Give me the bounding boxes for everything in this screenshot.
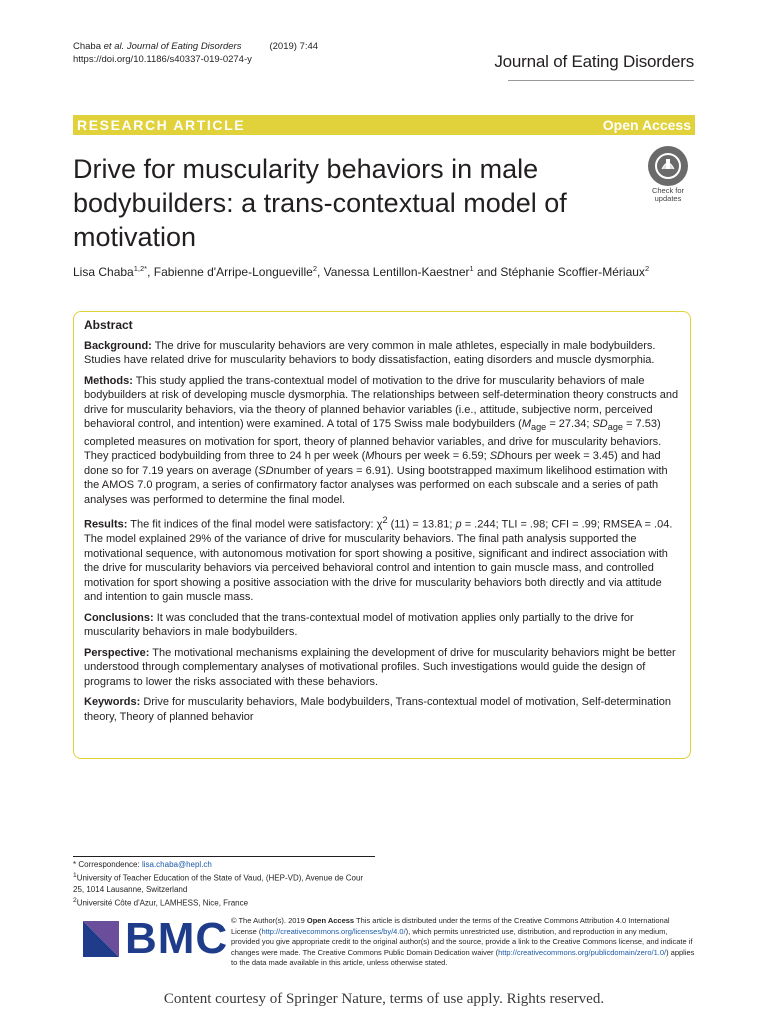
methods-text: hours per week = 3.45) and had done so for 7.19 years on average ( bbox=[84, 450, 661, 477]
author-name[interactable]: Fabienne d'Arripe-Longueville bbox=[153, 265, 313, 279]
correspondence bbox=[73, 859, 373, 870]
methods-text: This study applied the trans-contextual model of motivation to the drive for muscularity behaviors of male bodybuilders at risk of developing muscle dysmorphia. The relationships between self-determination theory constructs and drive for muscularity behaviors, via the theory of planned behavior variables (i.e., attitude, subjective norm, perceived behavioral control, and intention) were examined. A total of 175 Swiss male bodybuilders ( bbox=[84, 374, 679, 430]
conclusions-label: Conclusions: bbox=[84, 611, 154, 624]
results-text: = .244; TLI = .98; CFI = .99; RMSEA = .04. The model explained 29% of the variance of drive for muscularity behaviors. The final path analysis supported the motivational sequence, with autonomous motivation for sport showing a positive, significant and indirect association with the drive for muscularity behaviors via perceived behavioral control and intention to gain muscle mass, and controlled motivation for sport showing a positive association with the drive for muscularity behaviors both directly and via attitude and intention to gain muscle mass. bbox=[84, 518, 673, 604]
license-text: © The Author(s). 2019 bbox=[231, 916, 307, 925]
correspondence-email-link[interactable]: lisa.chaba@hepl.ch bbox=[141, 860, 212, 869]
abstract-conclusions bbox=[84, 611, 680, 640]
methods-symbol: M bbox=[365, 450, 375, 463]
abstract-heading: Abstract bbox=[84, 318, 133, 332]
affiliation-text: University of Teacher Education of the State of Vaud, (HEP-VD), Avenue de Cour 25, 1014 Lausanne, Switzerland bbox=[73, 873, 364, 894]
citation-author: Chaba bbox=[73, 41, 104, 52]
results-text: The fit indices of the final model were satisfactory: χ bbox=[130, 518, 383, 531]
check-updates-icon bbox=[648, 146, 688, 186]
perspective-label: Perspective: bbox=[84, 646, 150, 659]
journal-name: Journal of Eating Disorders bbox=[494, 52, 694, 71]
license-open-access: Open Access bbox=[306, 916, 355, 925]
abstract-results bbox=[84, 513, 680, 605]
methods-text: = 27.34; bbox=[546, 418, 593, 430]
bmc-logo[interactable] bbox=[83, 914, 228, 964]
citation-journal: Journal of Eating Disorders bbox=[126, 41, 242, 52]
citation-year-volume: (2019) 7:44 bbox=[269, 41, 319, 52]
author-affiliation: 2 bbox=[644, 264, 650, 273]
license-text: ), which permits unrestricted use, distribution, and reproduction in any medium, provided you give appropriate credit to the original author(s) and the source, provide a link to the Creative Commons license, and indicate if changes were made. The Creative Commons Public Domain Dedication waiver ( bbox=[231, 926, 693, 957]
conclusions-text: It was concluded that the trans-contextual model of motivation applies only partially to the drive for muscularity behaviors in male bodybuilders. bbox=[84, 611, 634, 639]
bmc-logo-text: BMC bbox=[125, 914, 229, 963]
article-title: Drive for muscularity behaviors in male bodybuilders: a trans-contextual model of motivation bbox=[73, 154, 567, 252]
keywords-label: Keywords: bbox=[84, 696, 141, 709]
header-divider bbox=[508, 80, 694, 81]
results-label: Results: bbox=[84, 518, 128, 531]
author-name[interactable]: Vanessa Lentillon-Kaestner bbox=[323, 265, 470, 279]
citation-line bbox=[73, 40, 318, 53]
affiliation-2 bbox=[73, 895, 373, 909]
methods-symbol: SD bbox=[258, 464, 274, 477]
background-label: Background: bbox=[84, 339, 152, 352]
check-for-updates-badge[interactable] bbox=[641, 146, 695, 202]
methods-subscript: age bbox=[607, 422, 624, 433]
springer-courtesy-notice: Content courtesy of Springer Nature, terms of use apply. Rights reserved. bbox=[163, 991, 605, 1007]
author-list: Lisa Chaba$^{1,2*}$, Fabienne d'Arripe-Longueville$^2$, Vanessa Lentillon-Kaestner$^1$ and Stéphanie Scoffier-Mériaux$^2$ bbox=[73, 264, 650, 279]
license-text: ) applies to the data made available in this article, unless otherwise stated. bbox=[231, 947, 695, 967]
doi-link[interactable]: https://doi.org/10.1186/s40337-019-0274-y bbox=[73, 54, 252, 65]
license-statement bbox=[231, 916, 697, 969]
affiliation-1 bbox=[73, 870, 373, 895]
methods-label: Methods: bbox=[84, 374, 133, 387]
affiliation-text: Université Côte d'Azur, LAMHESS, Nice, France bbox=[76, 898, 249, 908]
methods-text: hours per week = 6.59; bbox=[374, 450, 490, 463]
results-text: (11) = 13.81; bbox=[387, 518, 456, 531]
footnotes bbox=[73, 859, 373, 908]
affiliation-number: 2 bbox=[73, 896, 77, 904]
footnote-divider bbox=[73, 856, 375, 857]
abstract-box bbox=[73, 311, 691, 759]
affiliation-number: 1 bbox=[73, 872, 77, 879]
perspective-text: The motivational mechanisms explaining the development of drive for muscularity behaviors might be better understood through complementary analyses of motivational profiles. Such investigations would guide the design of programs to lower the risks associated with these behaviors. bbox=[84, 646, 676, 688]
article-type-banner bbox=[73, 115, 695, 135]
methods-symbol: SD bbox=[592, 418, 608, 430]
correspondence-label: * Correspondence: bbox=[73, 860, 142, 869]
bmc-logo-icon bbox=[83, 921, 119, 957]
abstract-keywords bbox=[84, 695, 680, 724]
abstract-background bbox=[84, 339, 680, 368]
author-name[interactable]: Lisa Chaba bbox=[73, 265, 134, 279]
methods-symbol: SD bbox=[489, 450, 505, 463]
methods-symbol: M bbox=[521, 418, 531, 430]
article-type-label: RESEARCH ARTICLE bbox=[77, 117, 246, 133]
open-access-label: Open Access bbox=[602, 117, 691, 133]
background-text: The drive for muscularity behaviors are very common in male athletes, especially in male bodybuilders. Studies have related drive for muscularity behaviors to body dissatisfaction, eating disorders and muscle dysmorphia. bbox=[84, 339, 656, 366]
author-name[interactable]: Stéphanie Scoffier-Mériaux bbox=[500, 265, 645, 279]
results-symbol: p bbox=[455, 518, 462, 531]
article-header-citation bbox=[73, 40, 318, 66]
license-text: This article is distributed under the terms of the Creative Commons Attribution 4.0 International License ( bbox=[231, 916, 670, 936]
check-updates-text: Check for updates bbox=[651, 186, 685, 203]
citation-etal: et al. bbox=[103, 41, 125, 52]
cc-zero-link[interactable]: http://creativecommons.org/publicdomain/zero/1.0/ bbox=[498, 947, 667, 957]
abstract-perspective bbox=[84, 646, 680, 690]
methods-text: = 7.53) completed measures on motivation for sport, theory of planned behavior variables, and drive for muscularity behaviors. They practiced bodybuilding from three to 24 h per week ( bbox=[84, 418, 662, 463]
results-superscript: 2 bbox=[382, 515, 388, 526]
author-affiliation: 1,2* bbox=[133, 264, 148, 273]
author-affiliation: 2 bbox=[312, 264, 317, 273]
abstract-methods bbox=[84, 374, 680, 508]
author-affiliation: 1 bbox=[469, 264, 474, 273]
methods-subscript: age bbox=[530, 422, 547, 433]
keywords-text: Drive for muscularity behaviors, Male bodybuilders, Trans-contextual model of motivation, Self-determination theory, Theory of planned behavior bbox=[84, 696, 671, 723]
methods-text: number of years = 6.91). Using bootstrapped maximum likelihood estimation with the AMOS 7.0 program, a series of confirmatory factor analyses was performed on each subscale and a series of path analyses was performed to determine the final model. bbox=[84, 464, 668, 506]
cc-by-link[interactable]: http://creativecommons.org/licenses/by/4.0/ bbox=[261, 926, 406, 936]
